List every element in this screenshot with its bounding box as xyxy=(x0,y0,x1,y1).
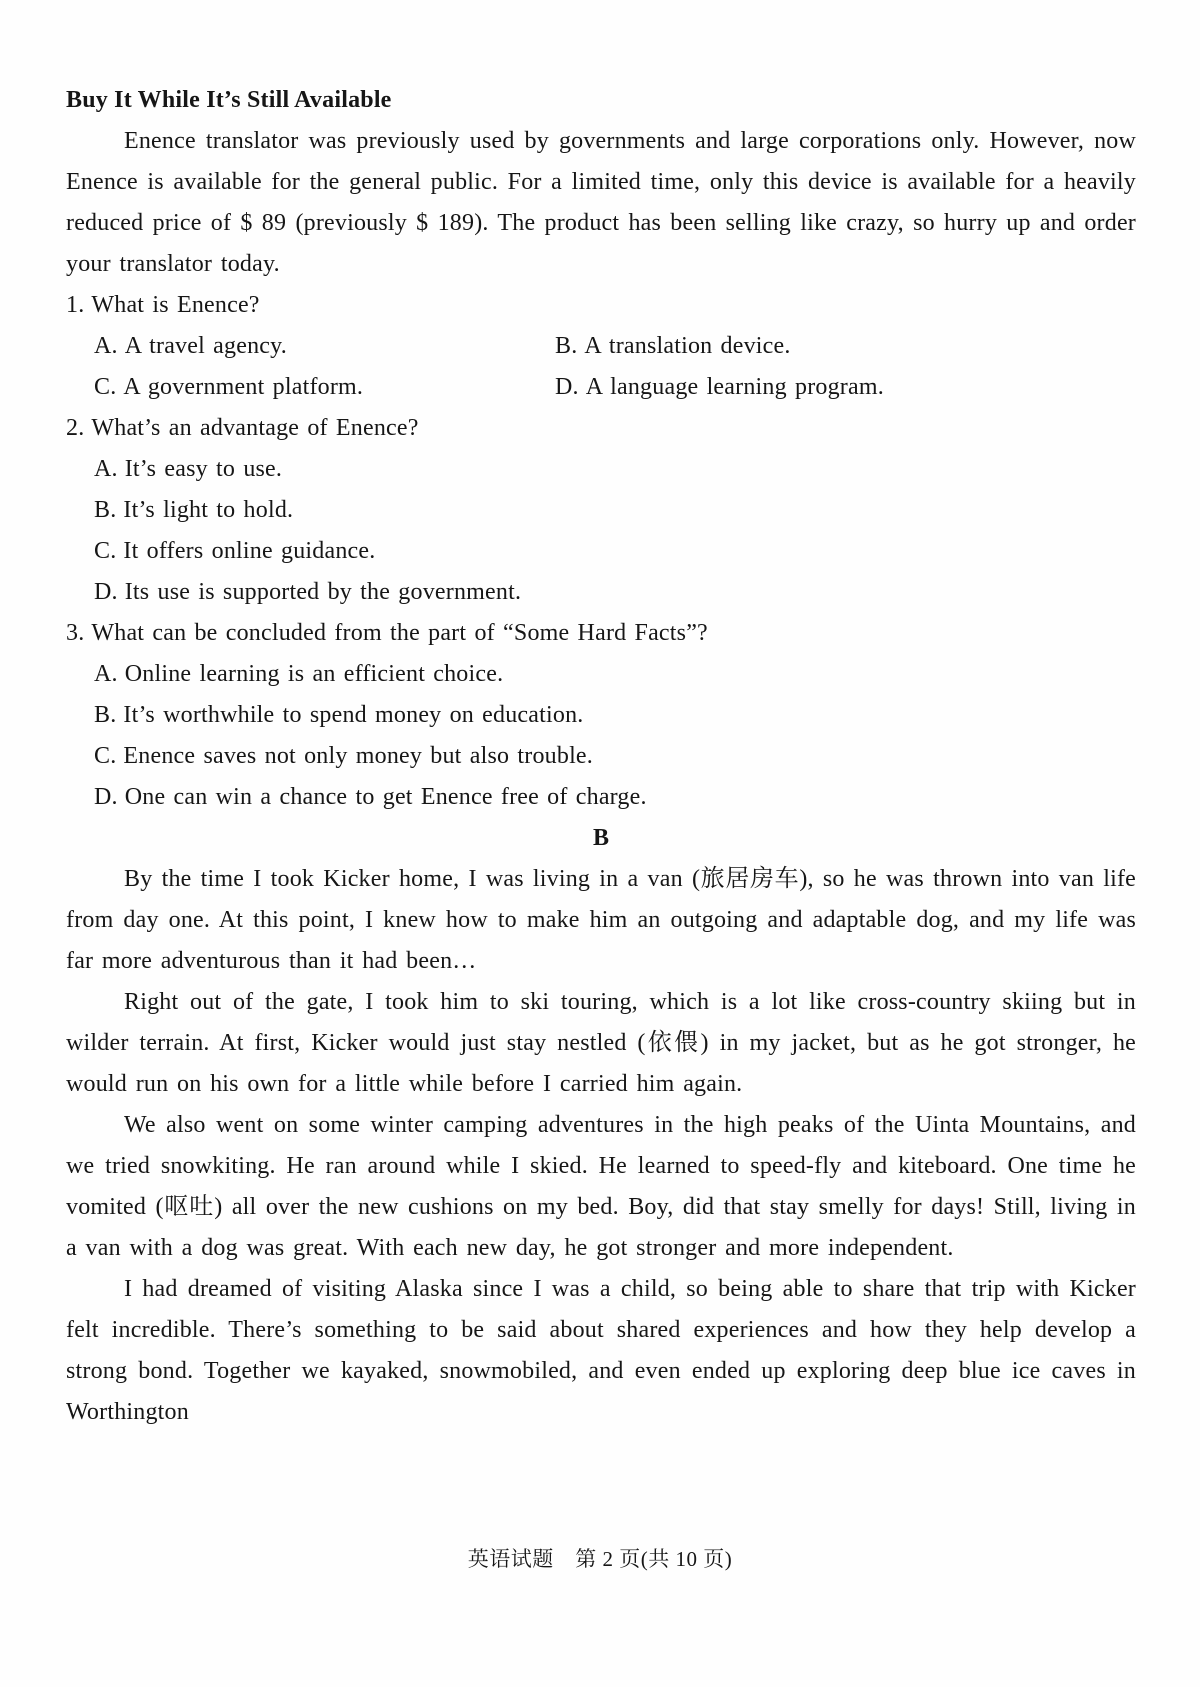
question-2 xyxy=(66,408,1136,613)
section-b-paragraph-2: Right out of the gate, I took him to ski touring, which is a lot like cross-country skiing but in wilder terrain. At first, Kicker would just stay nestled (依偎) in my jacket, but as he got stronger, he would run on his own for a little while before I carried him again. xyxy=(66,989,1136,1097)
question-3-options xyxy=(66,654,1136,818)
question-1-stem xyxy=(66,285,1136,326)
question-2-option-a xyxy=(94,449,1136,490)
option-label: D. xyxy=(94,579,118,605)
option-text: One can win a chance to get Enence free of charge. xyxy=(124,784,647,810)
option-label: C. xyxy=(94,374,117,400)
question-2-option-b xyxy=(94,490,1136,531)
question-1-option-a xyxy=(94,326,555,367)
question-1-text: What is Enence? xyxy=(91,292,260,318)
passage-a-title: Buy It While It’s Still Available xyxy=(66,87,392,113)
page-footer: 英语试题 第 2 页(共 10 页) xyxy=(467,1547,733,1571)
question-2-stem xyxy=(66,408,1136,449)
option-label: D. xyxy=(555,374,579,400)
option-text: A travel agency. xyxy=(124,333,287,359)
option-text: It’s light to hold. xyxy=(123,497,294,523)
option-text: Online learning is an efficient choice. xyxy=(124,661,504,687)
question-1-option-d xyxy=(555,367,1136,408)
option-text: It’s easy to use. xyxy=(124,456,283,482)
option-text: It offers online guidance. xyxy=(123,538,376,564)
question-2-text: What’s an advantage of Enence? xyxy=(91,415,419,441)
question-2-option-d xyxy=(94,572,1136,613)
question-3-option-b xyxy=(94,695,1136,736)
option-label: B. xyxy=(94,702,117,728)
question-2-option-c xyxy=(94,531,1136,572)
question-1-option-b xyxy=(555,326,1136,367)
question-3-option-d xyxy=(94,777,1136,818)
question-1 xyxy=(66,285,1136,408)
option-text: Enence saves not only money but also trouble. xyxy=(123,743,593,769)
question-3-number: 3. xyxy=(66,620,85,646)
option-text: It’s worthwhile to spend money on education. xyxy=(123,702,584,728)
section-b-paragraph-3: We also went on some winter camping adventures in the high peaks of the Uinta Mountains, and we tried snowkiting. He ran around while I skied. He learned to speed-fly and kiteboard. One time he vomited (呕吐) all over the new cushions on my bed. Boy, did that stay smelly for days! Still, living in a van with a dog was great. With each new day, he got stronger and more independent. xyxy=(66,1112,1136,1261)
option-label: B. xyxy=(555,333,578,359)
question-3-option-c xyxy=(94,736,1136,777)
question-3-option-a xyxy=(94,654,1136,695)
question-1-number: 1. xyxy=(66,292,85,318)
page-content xyxy=(66,80,1136,1433)
option-label: C. xyxy=(94,538,117,564)
section-b-paragraph-1: By the time I took Kicker home, I was living in a van (旅居房车), so he was thrown into van life from day one. At this point, I knew how to make him an outgoing and adaptable dog, and my life was far more adventurous than it had been… xyxy=(66,866,1136,974)
question-1-option-c xyxy=(94,367,555,408)
option-text: A translation device. xyxy=(584,333,791,359)
option-label: C. xyxy=(94,743,117,769)
option-label: D. xyxy=(94,784,118,810)
passage-a-paragraph: Enence translator was previously used by governments and large corporations only. However, now Enence is available for the general public. For a limited time, only this device is available for a heavily reduced price of $ 89 (previously $ 189). The product has been selling like crazy, so hurry up and order your translator today. xyxy=(66,128,1136,277)
question-3-stem xyxy=(66,613,1136,654)
option-label: A. xyxy=(94,661,118,687)
option-label: B. xyxy=(94,497,117,523)
option-label: A. xyxy=(94,456,118,482)
question-3 xyxy=(66,613,1136,818)
question-2-number: 2. xyxy=(66,415,85,441)
section-b-paragraph-4: I had dreamed of visiting Alaska since I was a child, so being able to share that trip with Kicker felt incredible. There’s something to be said about shared experiences and how they help develop a strong bond. Together we kayaked, snowmobiled, and even ended up exploring deep blue ice caves in Worthington xyxy=(66,1276,1136,1425)
question-3-text: What can be concluded from the part of “Some Hard Facts”? xyxy=(91,620,708,646)
section-b-heading: B xyxy=(592,825,609,851)
option-text: A government platform. xyxy=(123,374,364,400)
option-text: Its use is supported by the government. xyxy=(124,579,522,605)
option-text: A language learning program. xyxy=(585,374,884,400)
option-label: A. xyxy=(94,333,118,359)
question-2-options xyxy=(66,449,1136,613)
question-1-options xyxy=(66,326,1136,408)
